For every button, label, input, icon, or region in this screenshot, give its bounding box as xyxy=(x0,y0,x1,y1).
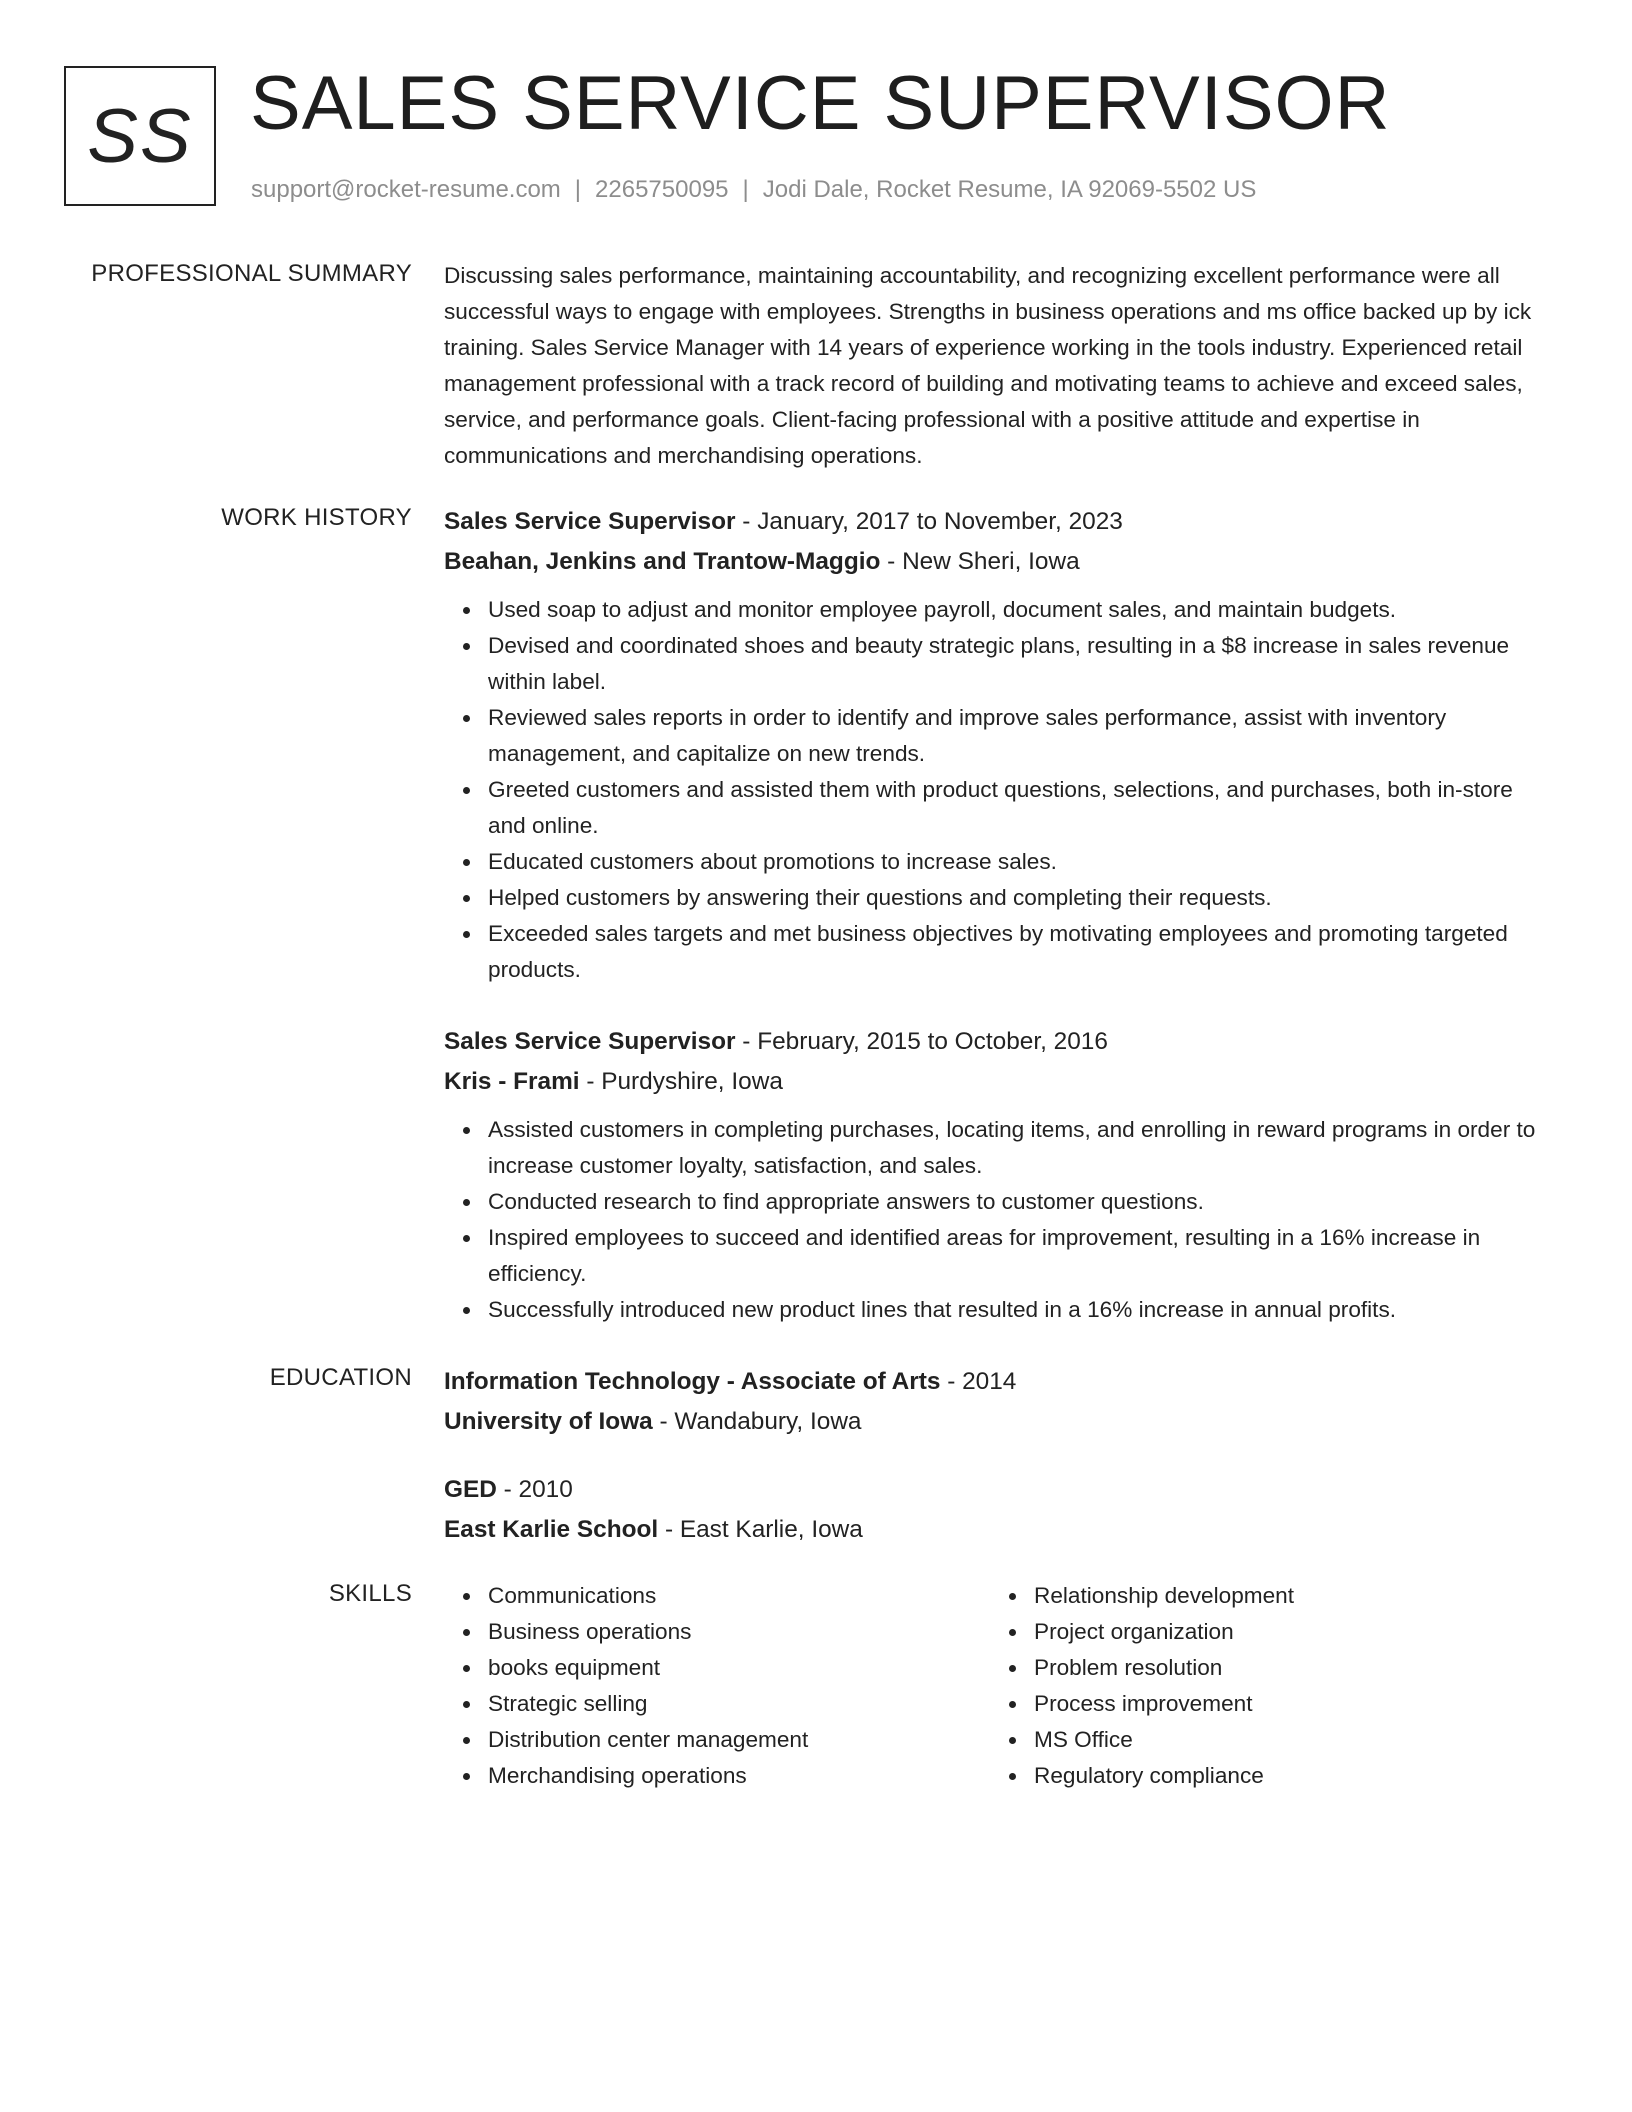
education-entry xyxy=(444,1362,1556,1442)
section-title-skills: SKILLS xyxy=(328,1580,412,1607)
skill-item: Project organization xyxy=(1034,1614,1536,1650)
education-entry xyxy=(444,1470,1556,1550)
job-company-line xyxy=(444,1062,1556,1102)
school: East Karlie School xyxy=(444,1516,659,1543)
skill-item: Distribution center management xyxy=(488,1722,990,1758)
page-title: SALES SERVICE SUPERVISOR xyxy=(250,61,1391,146)
section-title-work: WORK HISTORY xyxy=(221,504,412,531)
degree-line xyxy=(444,1362,1556,1402)
job-title-line xyxy=(444,1022,1556,1062)
list-item: Helped customers by answering their questions and completing their requests. xyxy=(488,880,1556,916)
separator: | xyxy=(574,176,582,203)
summary-body xyxy=(444,258,1556,474)
job-company-line xyxy=(444,542,1556,582)
job-location: - Purdyshire, Iowa xyxy=(579,1068,783,1095)
skill-item: MS Office xyxy=(1034,1722,1536,1758)
degree: Information Technology - Associate of Arts xyxy=(444,1368,941,1395)
work-body xyxy=(444,502,1556,1362)
skill-item: Merchandising operations xyxy=(488,1758,990,1794)
job-dates: - February, 2015 to October, 2016 xyxy=(735,1028,1108,1055)
job-location: - New Sheri, Iowa xyxy=(880,548,1080,575)
list-item: Greeted customers and assisted them with product questions, selections, and purchases, both in-store and online. xyxy=(488,772,1556,844)
job-bullets xyxy=(444,592,1556,988)
school-location: - Wandabury, Iowa xyxy=(652,1408,862,1435)
job-entry xyxy=(444,502,1556,988)
education-body xyxy=(444,1362,1556,1578)
list-item: Successfully introduced new product lines that resulted in a 16% increase in annual profits. xyxy=(488,1292,1556,1328)
skill-item: Regulatory compliance xyxy=(1034,1758,1536,1794)
school-line xyxy=(444,1510,1556,1550)
skill-item: Communications xyxy=(488,1578,990,1614)
skill-item: Strategic selling xyxy=(488,1686,990,1722)
skill-item: Problem resolution xyxy=(1034,1650,1536,1686)
skill-item: books equipment xyxy=(488,1650,990,1686)
school-location: - East Karlie, Iowa xyxy=(658,1516,863,1543)
job-entry xyxy=(444,1022,1556,1328)
job-company: Kris - Frami xyxy=(444,1068,580,1095)
skill-item: Business operations xyxy=(488,1614,990,1650)
school-line xyxy=(444,1402,1556,1442)
summary-text: Discussing sales performance, maintaining accountability, and recognizing excellent performance were all successful ways to engage with employees. Strengths in business operations and ms office backed up by ick training. Sales Service Manager with 14 years of experience working in the tools industry. Experienced retail management professional with a track record of building and motivating teams to achieve and exceed sales, service, and performance goals. Client-facing professional with a positive attitude and expertise in communications and merchandising operations. xyxy=(444,263,1532,468)
list-item: Assisted customers in completing purchases, locating items, and enrolling in reward programs in order to increase customer loyalty, satisfaction, and sales. xyxy=(488,1112,1556,1184)
job-title-line xyxy=(444,502,1556,542)
skills-list xyxy=(444,1578,990,1794)
skills-body xyxy=(444,1578,1556,1794)
list-item: Conducted research to find appropriate answers to customer questions. xyxy=(488,1184,1556,1220)
email-text: support@rocket-resume.com xyxy=(251,176,561,203)
list-item: Devised and coordinated shoes and beauty strategic plans, resulting in a $8 increase in sales revenue within label. xyxy=(488,628,1556,700)
job-role: Sales Service Supervisor xyxy=(444,508,736,535)
job-company: Beahan, Jenkins and Trantow-Maggio xyxy=(444,548,881,575)
degree-line xyxy=(444,1470,1556,1510)
skill-item: Process improvement xyxy=(1034,1686,1536,1722)
section-title-summary: PROFESSIONAL SUMMARY xyxy=(91,260,412,287)
address-text: Jodi Dale, Rocket Resume, IA 92069-5502 US xyxy=(762,176,1257,203)
list-item: Inspired employees to succeed and identified areas for improvement, resulting in a 16% increase in efficiency. xyxy=(488,1220,1556,1292)
contact-line xyxy=(251,174,1256,206)
job-role: Sales Service Supervisor xyxy=(444,1028,736,1055)
skills-list xyxy=(990,1578,1536,1794)
list-item: Used soap to adjust and monitor employee payroll, document sales, and maintain budgets. xyxy=(488,592,1556,628)
separator: | xyxy=(742,176,749,203)
school: University of Iowa xyxy=(444,1408,653,1435)
job-dates: - January, 2017 to November, 2023 xyxy=(735,508,1123,535)
skills-column-left xyxy=(444,1578,990,1794)
phone-text: 2265750095 xyxy=(595,176,729,203)
list-item: Educated customers about promotions to increase sales. xyxy=(488,844,1556,880)
skill-item: Relationship development xyxy=(1034,1578,1536,1614)
degree-year: - 2010 xyxy=(496,1476,573,1503)
degree: GED xyxy=(444,1476,497,1503)
skills-column-right xyxy=(990,1578,1536,1794)
list-item: Reviewed sales reports in order to identify and improve sales performance, assist with inventory management, and capitalize on new trends. xyxy=(488,700,1556,772)
skills-columns xyxy=(444,1578,1556,1794)
section-title-education: EDUCATION xyxy=(269,1364,412,1391)
list-item: Exceeded sales targets and met business objectives by motivating employees and promoting targeted products. xyxy=(488,916,1556,988)
monogram-badge: SS xyxy=(64,66,216,206)
degree-year: - 2014 xyxy=(940,1368,1017,1395)
job-bullets xyxy=(444,1112,1556,1328)
